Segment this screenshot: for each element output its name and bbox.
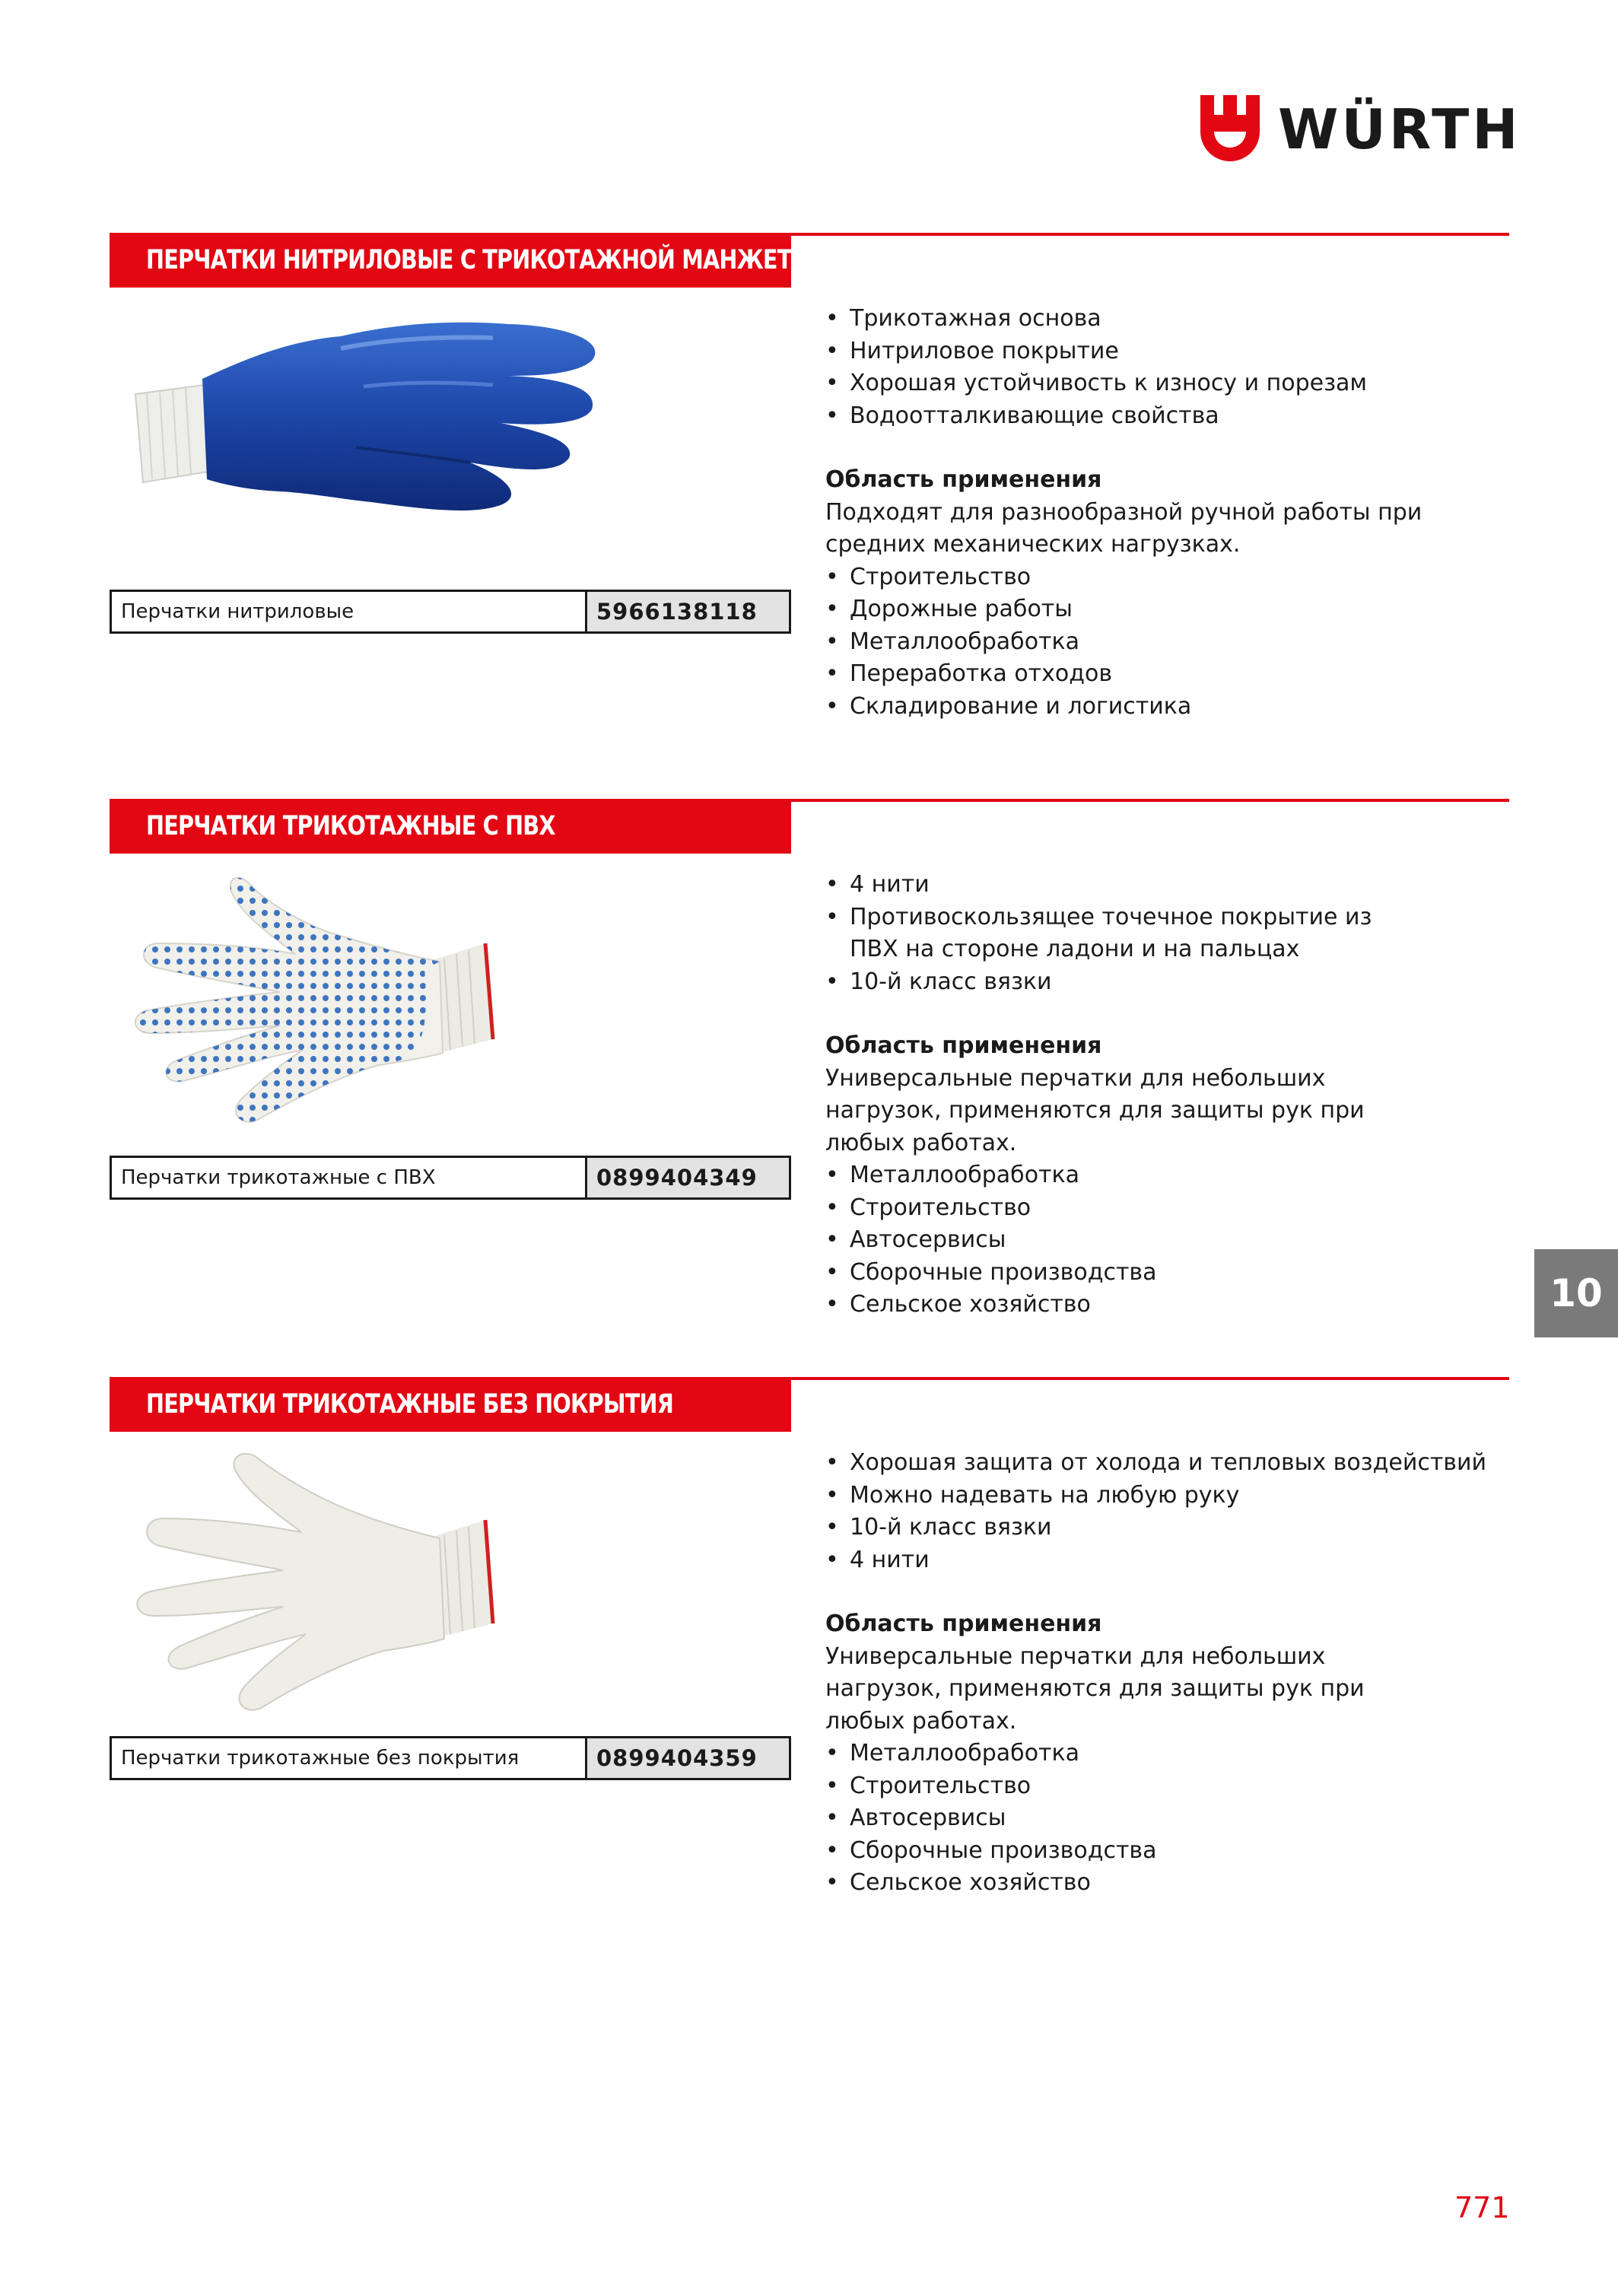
application-text: Универсальные перчатки для небольших нагрузок, применяются для защиты рук при любых работах. bbox=[825, 1642, 1365, 1735]
application-heading: Область применения bbox=[825, 1611, 1102, 1637]
section-title: ПЕРЧАТКИ НИТРИЛОВЫЕ С ТРИКОТАЖНОЙ МАНЖЕТОЙ bbox=[146, 245, 828, 275]
knitted-glove-image bbox=[113, 1447, 523, 1728]
product-description bbox=[825, 1447, 1487, 1900]
feature-list bbox=[825, 869, 1487, 998]
section-header bbox=[110, 799, 791, 854]
feature-item: • Водоотталкивающие свойства bbox=[825, 400, 1487, 433]
application-text: Подходят для разнообразной ручной работы при средних механических нагрузках. bbox=[825, 498, 1423, 558]
product-row bbox=[110, 1156, 791, 1200]
section-title: ПЕРЧАТКИ ТРИКОТАЖНЫЕ С ПВХ bbox=[146, 811, 555, 841]
product-code: 0899404349 bbox=[585, 1158, 789, 1197]
application-item: • Металлообработка bbox=[825, 626, 1487, 659]
application-item: • Строительство bbox=[825, 1770, 1487, 1803]
product-name: Перчатки трикотажные без покрытия bbox=[121, 1747, 520, 1770]
section-divider bbox=[791, 799, 1509, 802]
application-item: • Сборочные производства bbox=[825, 1835, 1487, 1868]
feature-item: • 10-й класс вязки bbox=[825, 1512, 1487, 1544]
application-heading: Область применения bbox=[825, 466, 1102, 493]
product-row bbox=[110, 590, 791, 634]
product-description bbox=[825, 869, 1487, 1321]
section-divider bbox=[791, 1377, 1509, 1380]
application-item: • Строительство bbox=[825, 561, 1487, 594]
feature-item: • Противоскользящее точечное покрытие из ПВХ на стороне ладони и на пальцах bbox=[825, 902, 1397, 966]
feature-item: • 4 нити bbox=[825, 1544, 1487, 1577]
application-list bbox=[825, 561, 1487, 723]
feature-item: • Нитриловое покрытие bbox=[825, 335, 1487, 368]
page-number: 771 bbox=[1454, 2191, 1510, 2224]
product-description bbox=[825, 303, 1487, 723]
feature-item: • Можно надевать на любую руку bbox=[825, 1480, 1487, 1512]
application-item: • Дорожные работы bbox=[825, 593, 1487, 626]
application-list bbox=[825, 1159, 1487, 1321]
feature-list bbox=[825, 303, 1487, 432]
wurth-logo-icon bbox=[1200, 95, 1260, 164]
feature-item: • 10-й класс вязки bbox=[825, 966, 1487, 999]
feature-item: • 4 нити bbox=[825, 869, 1487, 902]
product-code: 0899404359 bbox=[585, 1738, 789, 1778]
feature-item: • Трикотажная основа bbox=[825, 303, 1487, 335]
application-item: • Сборочные производства bbox=[825, 1257, 1487, 1290]
application-text: Универсальные перчатки для небольших нагрузок, применяются для защиты рук при любых работах. bbox=[825, 1064, 1365, 1156]
brand-name: WÜRTH bbox=[1278, 97, 1521, 161]
application-item: • Металлообработка bbox=[825, 1738, 1487, 1770]
feature-item: • Хорошая устойчивость к износу и порезам bbox=[825, 367, 1487, 400]
application-item: • Строительство bbox=[825, 1192, 1487, 1225]
section-title: ПЕРЧАТКИ ТРИКОТАЖНЫЕ БЕЗ ПОКРЫТИЯ bbox=[146, 1389, 674, 1420]
feature-list bbox=[825, 1447, 1487, 1576]
application-item: • Металлообработка bbox=[825, 1159, 1487, 1192]
application-item: • Автосервисы bbox=[825, 1224, 1487, 1257]
section-header bbox=[110, 1377, 791, 1432]
product-code: 5966138118 bbox=[585, 592, 789, 631]
application-item: • Переработка отходов bbox=[825, 658, 1487, 691]
feature-item: • Хорошая защита от холода и тепловых воздействий bbox=[825, 1447, 1487, 1480]
product-name: Перчатки нитриловые bbox=[121, 600, 354, 623]
nitrile-glove-image bbox=[113, 303, 523, 531]
application-item: • Автосервисы bbox=[825, 1802, 1487, 1835]
product-name: Перчатки трикотажные с ПВХ bbox=[121, 1166, 436, 1189]
section-divider bbox=[791, 233, 1509, 236]
wurth-logo bbox=[1200, 95, 1521, 164]
pvc-dotted-glove-image bbox=[113, 870, 523, 1144]
application-item: • Сельское хозяйство bbox=[825, 1867, 1487, 1900]
section-header bbox=[110, 233, 828, 288]
chapter-tab: 10 bbox=[1534, 1249, 1618, 1337]
product-row bbox=[110, 1736, 791, 1780]
application-heading: Область применения bbox=[825, 1032, 1102, 1059]
application-list bbox=[825, 1738, 1487, 1900]
application-item: • Сельское хозяйство bbox=[825, 1289, 1487, 1321]
application-item: • Складирование и логистика bbox=[825, 691, 1487, 723]
